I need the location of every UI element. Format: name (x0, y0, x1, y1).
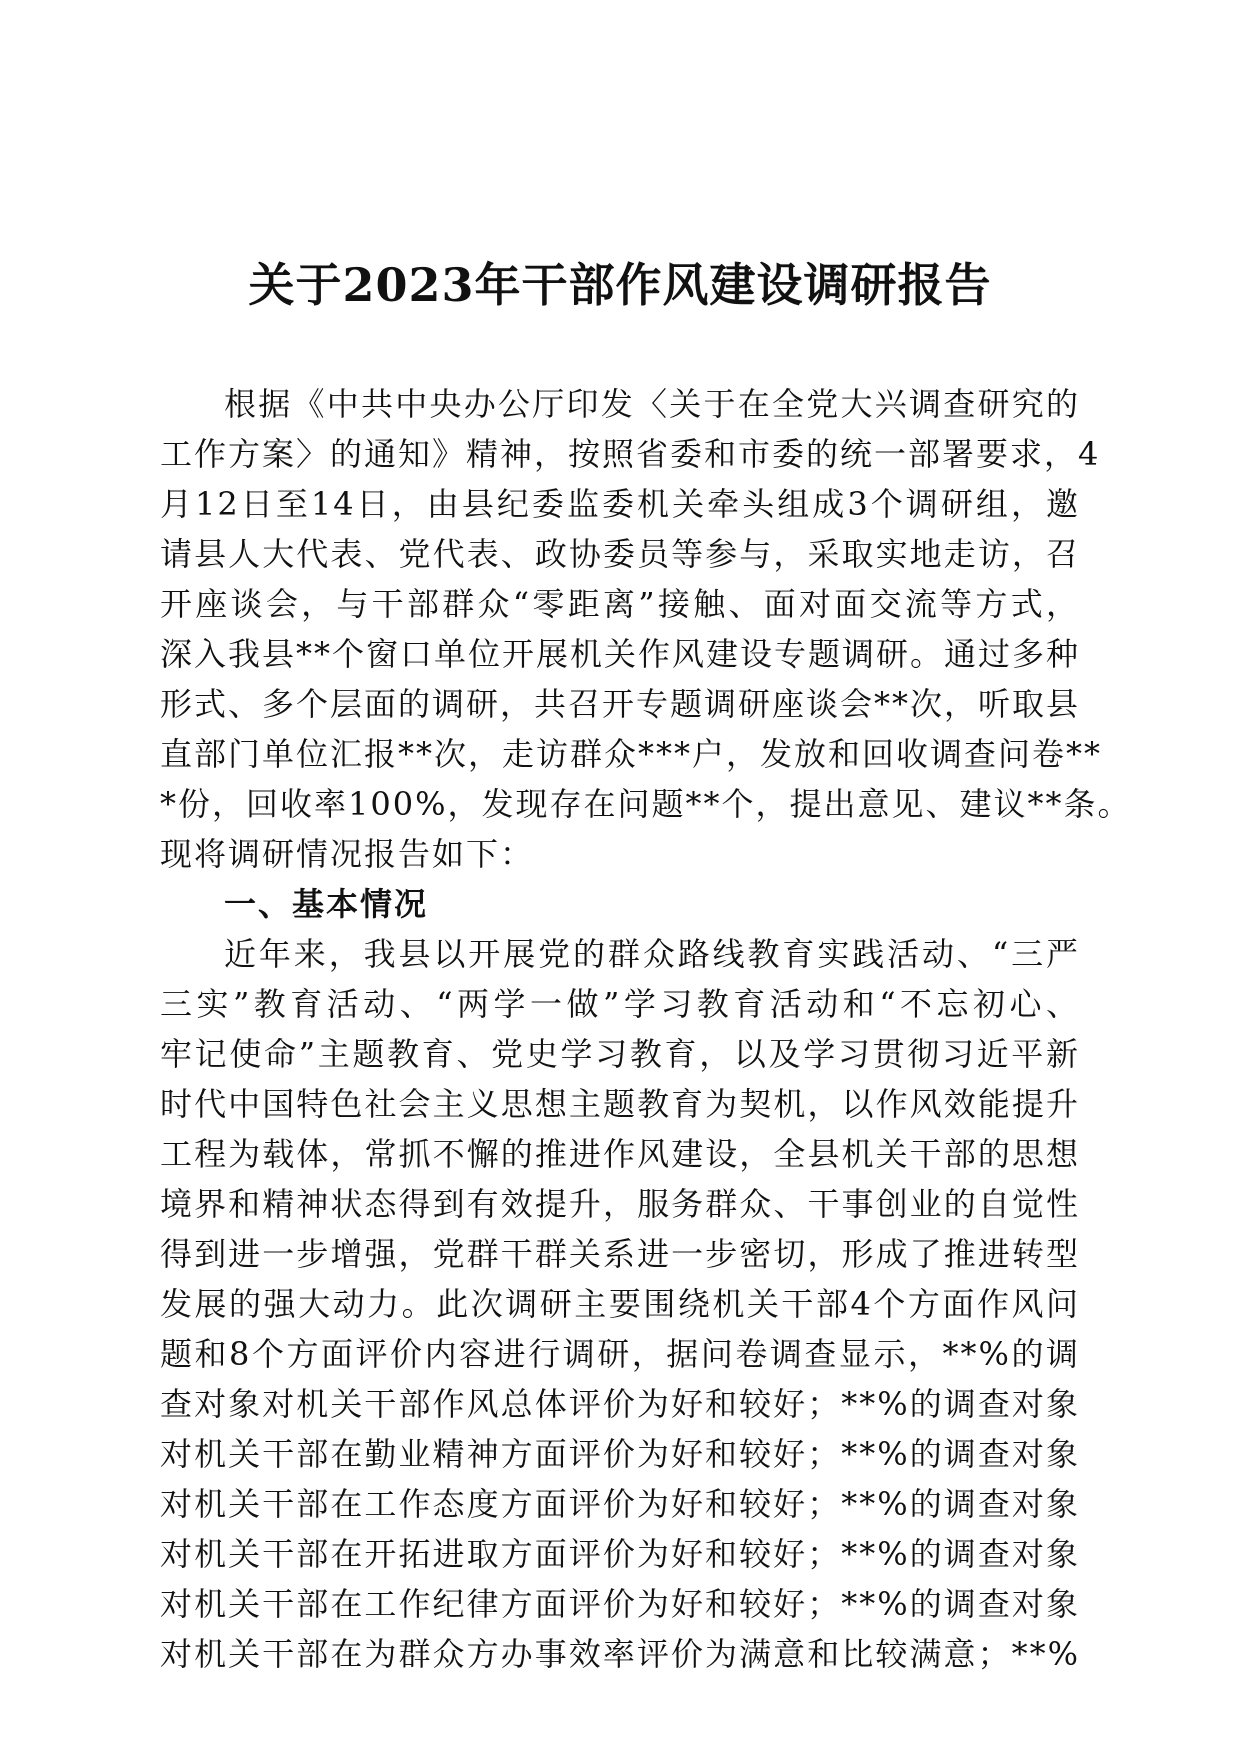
document-title: 关于2023年干部作风建设调研报告 (248, 258, 992, 312)
text-line: 对机关干部在工作态度方面评价为好和较好；**%的调查对象 (160, 1485, 1080, 1523)
section-heading: 一、基本情况 (224, 885, 429, 923)
text-line: 形式、多个层面的调研，共召开专题调研座谈会**次，听取县 (160, 685, 1081, 723)
text-line: 月12日至14日，由县纪委监委机关牵头组成3个调研组，邀 (160, 485, 1080, 523)
text-line: 三实”教育活动、“两学一做”学习教育活动和“不忘初心、 (160, 985, 1080, 1023)
text-line: 题和8个方面评价内容进行调研，据问卷调查显示，**%的调 (160, 1335, 1080, 1373)
text-line: 查对象对机关干部作风总体评价为好和较好；**%的调查对象 (160, 1385, 1080, 1423)
paragraph-basic-situation (160, 929, 1080, 1679)
text-line: 深入我县**个窗口单位开展机关作风建设专题调研。通过多种 (160, 635, 1081, 673)
text-line: 工程为载体，常抓不懈的推进作风建设，全县机关干部的思想 (160, 1135, 1080, 1173)
text-line: 时代中国特色社会主义思想主题教育为契机，以作风效能提升 (160, 1085, 1080, 1123)
text-line: 近年来，我县以开展党的群众路线教育实践活动、“三严 (224, 935, 1080, 973)
text-line: 对机关干部在工作纪律方面评价为好和较好；**%的调查对象 (160, 1585, 1080, 1623)
text-line: 现将调研情况报告如下： (160, 835, 535, 873)
text-line: 请县人大代表、党代表、政协委员等参与，采取实地走访，召 (160, 535, 1080, 573)
document-body (160, 379, 1132, 1679)
text-line: 得到进一步增强，党群干群关系进一步密切，形成了推进转型 (160, 1235, 1080, 1273)
text-line: 工作方案〉的通知》精神，按照省委和市委的统一部署要求，4 (160, 435, 1101, 473)
paragraph-intro (160, 379, 1132, 879)
text-line: 对机关干部在勤业精神方面评价为好和较好；**%的调查对象 (160, 1435, 1080, 1473)
text-line: 对机关干部在开拓进取方面评价为好和较好；**%的调查对象 (160, 1535, 1080, 1573)
text-line: 对机关干部在为群众方办事效率评价为满意和比较满意；**% (160, 1635, 1080, 1673)
text-line: 境界和精神状态得到有效提升，服务群众、干事创业的自觉性 (160, 1185, 1080, 1223)
text-line: 发展的强大动力。此次调研主要围绕机关干部4个方面作风问 (160, 1285, 1080, 1323)
text-line: *份，回收率100%，发现存在问题**个，提出意见、建议**条。 (160, 785, 1132, 823)
text-line: 牢记使命”主题教育、党史学习教育，以及学习贯彻习近平新 (160, 1035, 1080, 1073)
text-line: 直部门单位汇报**次，走访群众***户，发放和回收调查问卷** (160, 735, 1103, 773)
text-line: 根据《中共中央办公厅印发〈关于在全党大兴调查研究的 (224, 385, 1080, 423)
text-line: 开座谈会，与干部群众“零距离”接触、面对面交流等方式， (160, 585, 1080, 623)
